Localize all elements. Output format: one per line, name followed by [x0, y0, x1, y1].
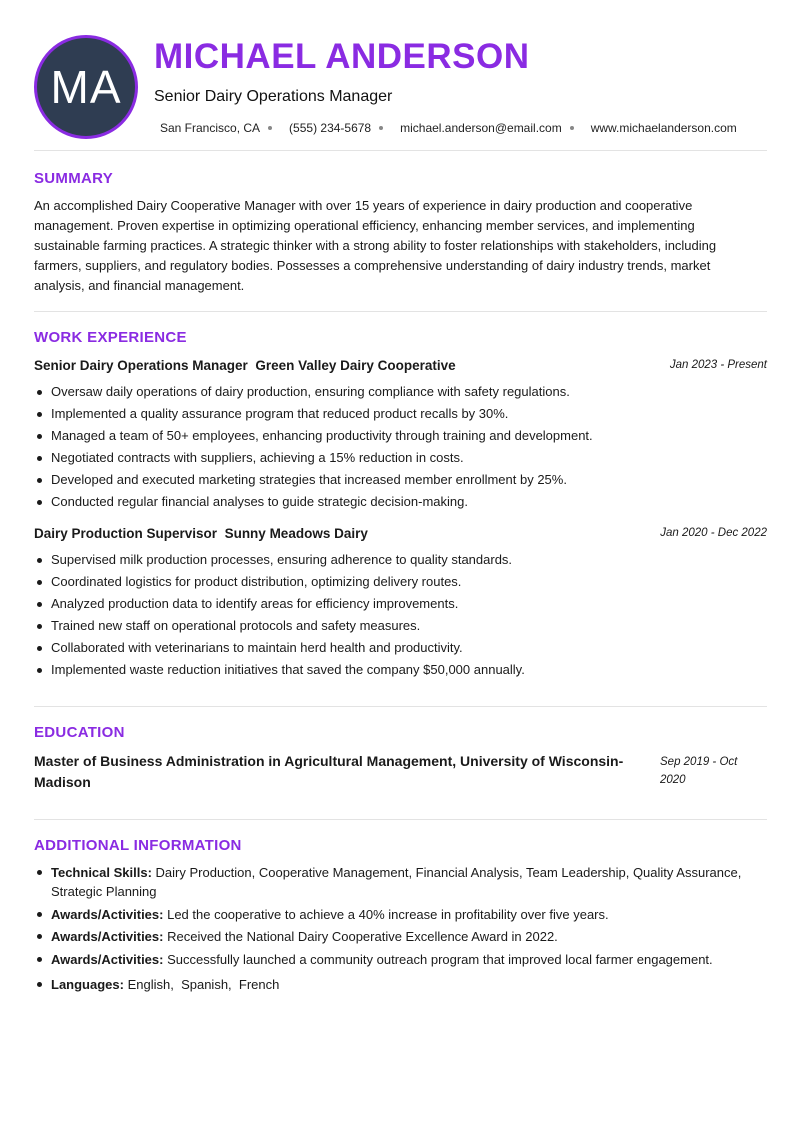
- divider: [34, 819, 767, 820]
- section-title-additional-information: ADDITIONAL INFORMATION: [34, 837, 242, 854]
- separator-dot: [379, 126, 383, 130]
- divider: [34, 706, 767, 707]
- separator-dot: [268, 126, 272, 130]
- job-role: Senior Dairy Operations Manager: [34, 358, 248, 373]
- list-item: Conducted regular financial analyses to guide strategic decision-making.: [34, 491, 759, 513]
- list-item: [34, 950, 764, 969]
- list-item: Implemented waste reduction initiatives that saved the company $50,000 annually.: [34, 659, 759, 681]
- contact-phone: (555) 234-5678: [289, 121, 372, 135]
- job-bullets: [34, 381, 759, 513]
- education-degree: Master of Business Administration in Agricultural Management, University of Wisconsin-Madison: [34, 753, 624, 790]
- job-title: Senior Dairy Operations Manager: [154, 88, 393, 105]
- job-bullets: [34, 549, 759, 681]
- section-title-education: EDUCATION: [34, 724, 125, 741]
- section-title-work-experience: WORK EXPERIENCE: [34, 329, 187, 346]
- contact-location: San Francisco, CA: [160, 121, 261, 135]
- list-item: Developed and executed marketing strategies that increased member enrollment by 25%.: [34, 469, 759, 491]
- list-item: [34, 927, 764, 946]
- job-company: Sunny Meadows Dairy: [224, 526, 368, 541]
- list-item: Supervised milk production processes, ensuring adherence to quality standards.: [34, 549, 759, 571]
- separator-dot: [570, 126, 574, 130]
- item-text: English, Spanish, French: [127, 976, 280, 992]
- job-header: [34, 526, 767, 546]
- resume-header: [34, 35, 767, 137]
- avatar-initials: MA: [50, 61, 122, 113]
- item-label: Awards/Activities:: [51, 929, 164, 944]
- list-item: [34, 905, 764, 924]
- candidate-name: MICHAEL ANDERSON: [154, 37, 530, 76]
- divider: [34, 150, 767, 151]
- item-text: Dairy Production, Cooperative Management, Financial Analysis, Team Leadership, Quality Assurance, Strategic Planning: [51, 865, 742, 899]
- contact-website[interactable]: www.michaelanderson.com: [590, 121, 737, 135]
- list-item: Coordinated logistics for product distribution, optimizing delivery routes.: [34, 571, 759, 593]
- list-item: Negotiated contracts with suppliers, achieving a 15% reduction in costs.: [34, 447, 759, 469]
- item-label: Technical Skills:: [51, 865, 152, 880]
- contact-email[interactable]: michael.anderson@email.com: [400, 121, 562, 135]
- contact-info: [160, 121, 737, 135]
- job-date: Jan 2023 - Present: [669, 359, 767, 371]
- item-label: Awards/Activities:: [51, 906, 164, 922]
- list-item: Managed a team of 50+ employees, enhancing productivity through training and development.: [34, 425, 759, 447]
- item-text: Received the National Dairy Cooperative Excellence Award in 2022.: [167, 929, 558, 944]
- list-item: [34, 863, 764, 901]
- list-item: Collaborated with veterinarians to maintain herd health and productivity.: [34, 637, 759, 659]
- item-text: Successfully launched a community outreach program that improved local farmer engagement.: [167, 951, 713, 967]
- education-date: Sep 2019 - Oct 2020: [660, 756, 738, 786]
- item-text: Led the cooperative to achieve a 40% increase in profitability over five years.: [167, 906, 609, 922]
- job-company: Green Valley Dairy Cooperative: [255, 358, 456, 373]
- additional-info-list: [34, 863, 764, 997]
- divider: [34, 311, 767, 312]
- list-item: Trained new staff on operational protocols and safety measures.: [34, 615, 759, 637]
- summary-text: An accomplished Dairy Cooperative Manager with over 15 years of experience in dairy production and cooperative management. Proven expertise in optimizing operational efficiency, enhancing member services, and implementing sustainable farming practices. A strategic thinker with a strong ability to foster relationships with stakeholders, including farmers, suppliers, and regulatory bodies. Possesses a comprehensive understanding of dairy industry trends, market analysis, and financial management.: [34, 198, 717, 293]
- item-label: Languages:: [51, 976, 124, 992]
- list-item: Implemented a quality assurance program that reduced product recalls by 30%.: [34, 403, 759, 425]
- avatar: [34, 35, 138, 139]
- job-header: [34, 358, 767, 378]
- job-role: Dairy Production Supervisor: [34, 526, 218, 541]
- list-item: Oversaw daily operations of dairy production, ensuring compliance with safety regulations.: [34, 381, 759, 403]
- job-date: Jan 2020 - Dec 2022: [660, 527, 767, 539]
- list-item: [34, 975, 764, 994]
- section-title-summary: SUMMARY: [34, 170, 114, 187]
- item-label: Awards/Activities:: [51, 951, 164, 967]
- list-item: Analyzed production data to identify areas for efficiency improvements.: [34, 593, 759, 615]
